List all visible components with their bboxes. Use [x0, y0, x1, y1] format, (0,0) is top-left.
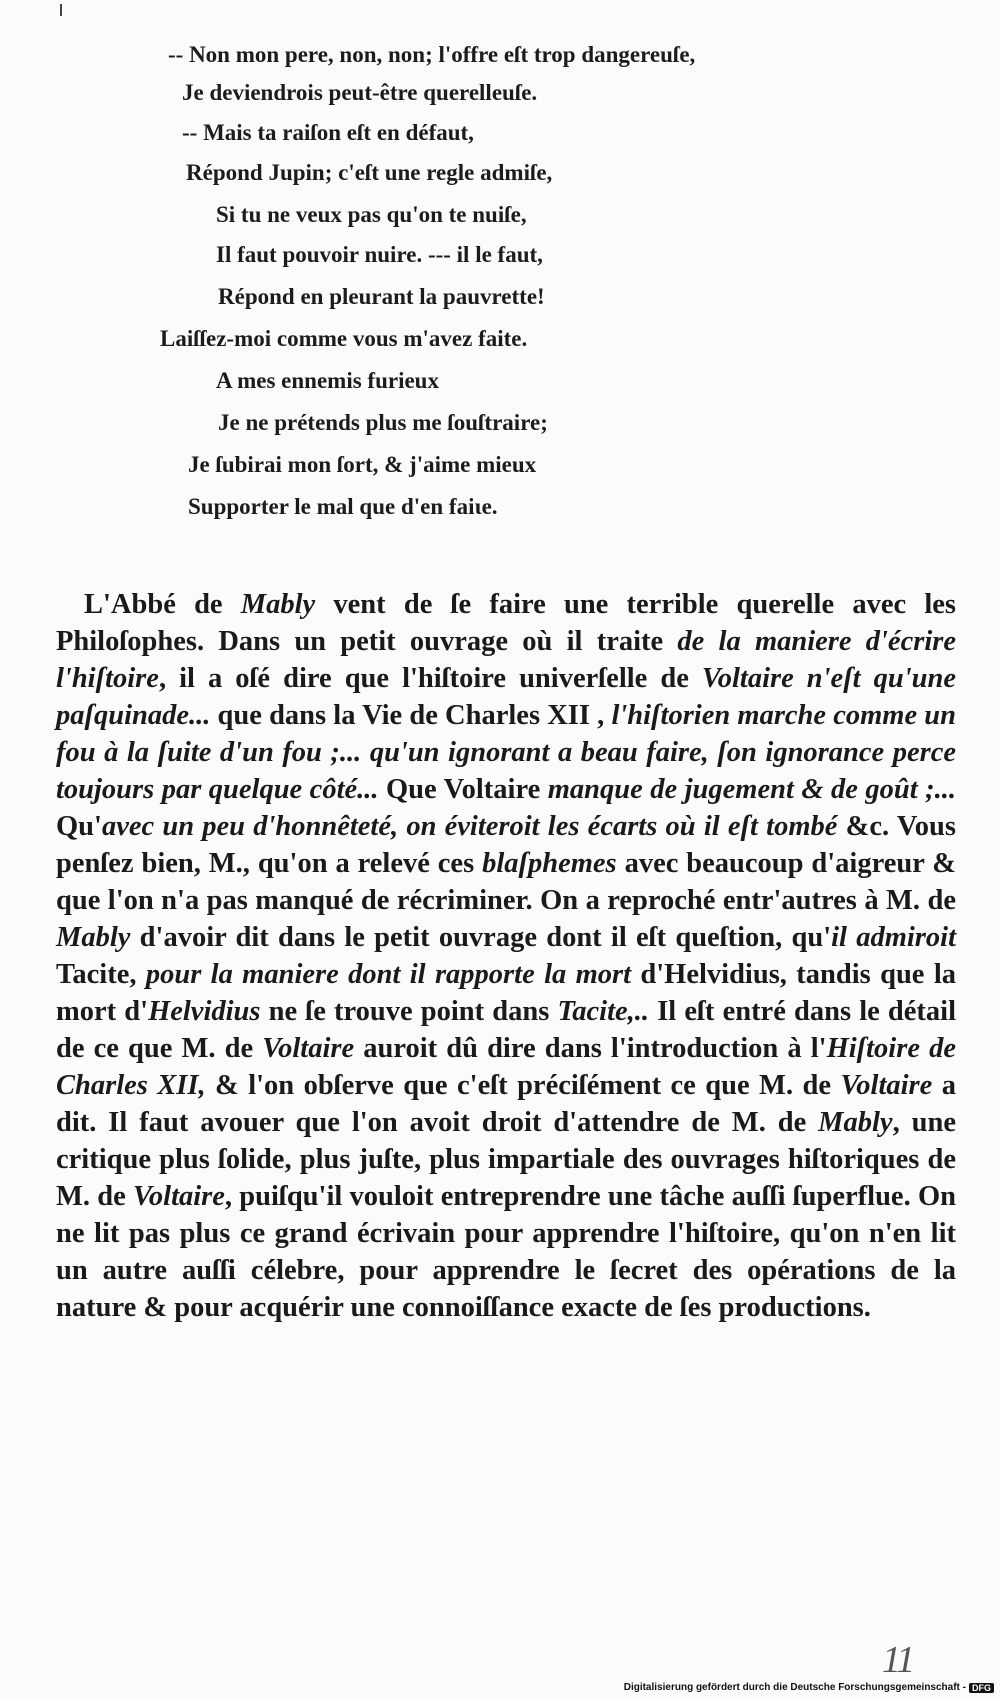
credit-text: Digitalisierung gefördert durch die Deutsche Forschungsgemeinschaft -: [623, 1682, 966, 1693]
verse-line: Laiſſez-moi comme vous m'avez faite.: [160, 326, 528, 351]
dfg-logo: DFG: [969, 1683, 994, 1693]
digitization-credit: [624, 1682, 994, 1693]
verse-line: Si tu ne veux pas qu'on te nuiſe,: [216, 202, 527, 227]
verse-line: -- Non mon pere, non, non; l'offre eſt trop dangereuſe,: [168, 42, 696, 67]
verse-line: Je deviendrois peut-être querelleuſe.: [182, 80, 538, 105]
verse-line: Je ſubirai mon ſort, & j'aime mieux: [188, 452, 537, 477]
prose-paragraph: L'Abbé de Mably vent de ſe faire une terrible querelle avec les Philoſophes. Dans un petit ouvrage où il traite de la maniere d'écrire l'hiſtoire, il a oſé dire que l'hiſtoire univerſelle de Voltaire n'eſt qu'une paſquinade... que dans la Vie de Charles XII , l'hiſtorien marche comme un fou à la ſuite d'un fou ;... qu'un ignorant a beau faire, ſon ignorance perce toujours par quelque côté... Que Voltaire manque de jugement & de goût ;... Qu'avec un peu d'honnêteté, on éviteroit les écarts où il eſt tombé &c. Vous penſez bien, M., qu'on a relevé ces blaſphemes avec beaucoup d'aigreur & que l'on n'a pas manqué de récriminer. On a reproché entr'autres à M. de Mably d'avoir dit dans le petit ouvrage dont il eſt queſtion, qu'il admiroit Tacite, pour la maniere dont il rapporte la mort d'Helvidius, tandis que la mort d'Helvidius ne ſe trouve point dans Tacite,.. Il eſt entré dans le détail de ce que M. de Voltaire auroit dû dire dans l'introduction à l'Hiſtoire de Charles XII, & l'on obſerve que c'eſt préciſément ce que M. de Voltaire a dit. Il faut avouer que l'on avoit droit d'attendre de M. de Mably, une critique plus ſolide, plus juſte, plus impartiale des ouvrages hiſtoriques de M. de Voltaire, puiſqu'il vouloit entreprendre une tâche auſſi ſuperflue. On ne lit pas plus ce grand écrivain pour apprendre l'hiſtoire, qu'on n'en lit un autre auſſi célebre, pour apprendre le ſecret des opérations de la nature & pour acquérir une connoiſſance exacte de ſes productions.: [56, 589, 957, 1323]
page-number: 11: [882, 1639, 914, 1681]
verse-line: Répond en pleurant la pauvrette!: [218, 284, 545, 309]
verse-line: Supporter le mal que d'en faiɩe.: [188, 494, 498, 519]
margin-mark: [60, 4, 62, 16]
verse-line: A mes ennemis furieux: [216, 368, 439, 393]
verse-line: Répond Jupin; c'eſt une regle admiſe,: [186, 160, 553, 185]
verse-line: Il faut pouvoir nuire. --- il le faut,: [216, 242, 543, 267]
verse-line: Je ne prétends plus me ſouſtraire;: [218, 410, 548, 435]
verse-line: -- Mais ta raiſon eſt en défaut,: [182, 120, 474, 145]
